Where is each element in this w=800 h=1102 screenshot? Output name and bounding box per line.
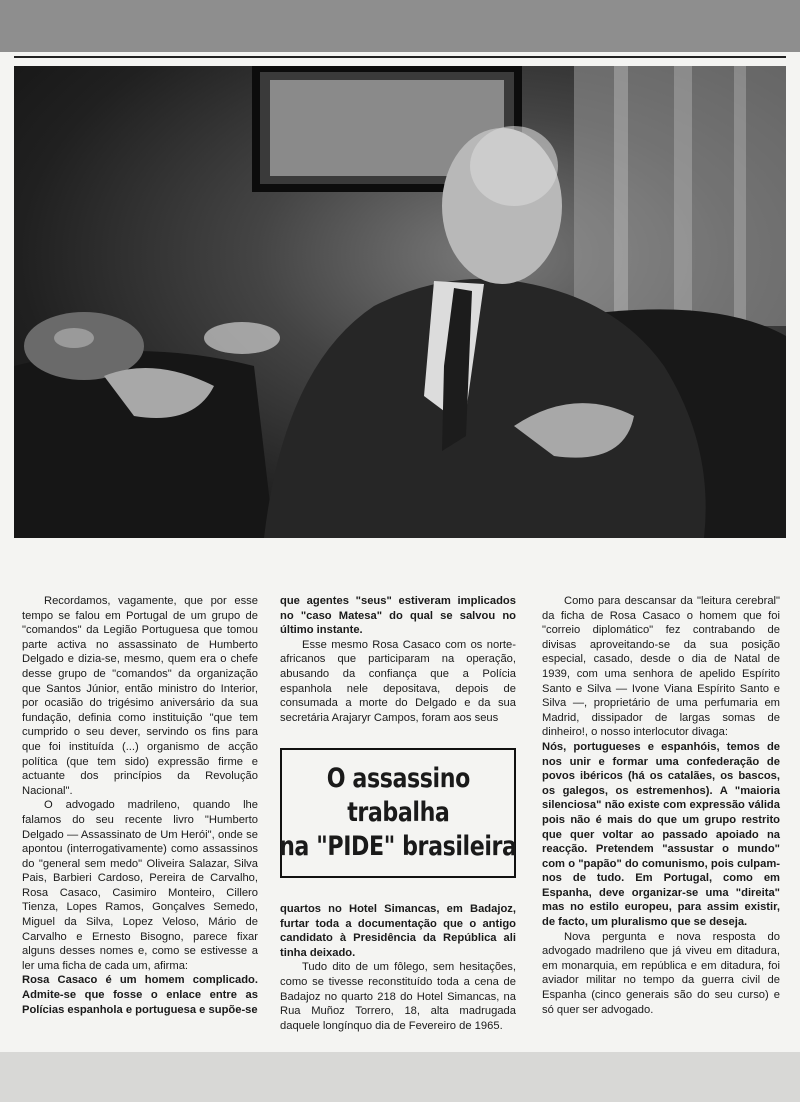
bold-paragraph: Rosa Casaco é um homem complicado. Admite-se que fosse o enlace entre as Polícias espanhola e portuguesa e supõe-se bbox=[22, 974, 258, 1016]
headline-box bbox=[280, 748, 516, 878]
article-column-1 bbox=[22, 594, 258, 1017]
paragraph: Nova pergunta e nova resposta do advogado madrileno que já viveu em ditadura, em monarquia, em república e em ditadura, foi aviador militar no tempo da guerra civil de Espanha (cinco generais são do seu curso) e só quer ser advogado. bbox=[542, 930, 780, 1016]
headline-line-1: O assassino bbox=[326, 763, 470, 794]
article-column-2-top bbox=[280, 594, 516, 725]
paragraph: Como para descansar da "leitura cerebral" da ficha de Rosa Casaco o homem que foi "correio diplomático" fez contrabando de divisas aproveitando-se da sua posição especial, casado, desde o dia de Natal de 1939, com uma senhora de apelido Espírito Santo e Silva — Ivone Viana Espírito Santo e Silva —, proprietário de uma perfumaria em Madrid, dissipador de largas somas de dinheiro!, o nosso interlocutor divaga: bbox=[542, 595, 780, 739]
bold-paragraph: que agentes "seus" estiveram implicados no "caso Matesa" do qual se salvou no último instante. bbox=[280, 595, 516, 637]
paragraph: Recordamos, vagamente, que por esse tempo se falou em Portugal de um grupo de "comandos" da Legião Portuguesa que tomou parte activa no assassinato de Humberto Delgado e dizia-se, mesmo, quem era o chefe desse grupo de "comandos" da organização que Santos Júnior, então ministro do Interior, por ocasião do trigésimo aniversário da sua fundação, definia como instituição "que tem cumprido o seu dever, servindo os fins para que foi instituída (...) organismo de acção política (que tem sido) expressão firme e actuante dos princípios da Revolução Nacional". bbox=[22, 595, 258, 797]
photo-illustration bbox=[14, 66, 786, 538]
top-rule bbox=[14, 56, 786, 58]
interview-photo bbox=[14, 66, 786, 538]
paragraph: O advogado madrileno, quando lhe falamos do seu recente livro "Humberto Delgado — Assassinato de Um Herói", onde se apontou (interrogativamente) como assassinos do "general sem medo" Oliveira Salazar, Silva Pais, Barbieri Cardoso, Pereira de Carvalho, Rosa Casaco, Casimiro Monteiro, Cillero Tienza, Lopes Ramos, Gonçalves Semedo, Miguel da Silva, Lopez Veloso, Mário de Carvalho e Ernesto Bisogno, parece fixar alguns desses nomes e, como se estivesse a ler uma ficha de cada um, afirma: bbox=[22, 799, 258, 972]
article-column-3 bbox=[542, 594, 780, 1017]
article-column-2-bottom bbox=[280, 902, 516, 1033]
paragraph: Tudo dito de um fôlego, sem hesitações, como se tivesse reconstituído toda a cena de Badajoz no quarto 218 do Hotel Simancas, na Rua Muñoz Torrero, 18, alta madrugada daquele longínquo dia de Fevereiro de 1965. bbox=[280, 961, 516, 1032]
headline-line-3: na "PIDE" brasileira bbox=[279, 831, 517, 862]
page-bottom-edge bbox=[0, 1052, 800, 1102]
bold-paragraph: quartos no Hotel Simancas, em Badajoz, furtar toda a documentação que o antigo candidato à Presidência da República ali tinha deixado. bbox=[280, 903, 516, 959]
headline-line-2: trabalha bbox=[346, 797, 450, 828]
paragraph: Esse mesmo Rosa Casaco com os norte-africanos que participaram na operação, abusando da confiança que a Polícia espanhola nele depositava, depois de consumada a morte do Delgado e da sua secretária Arajaryr Campos, foram aos seus bbox=[280, 638, 516, 724]
bold-paragraph: Nós, portugueses e espanhóis, temos de nos unir e formar uma confederação de povos ibéricos (há os catalães, os bascos, os galegos, os estremenhos). A "maioria silenciosa" não existe com expressão válida pois não é mais do que um grupo restrito que quer voltar ao passado apoiado na reacção. Pretendem "assustar o mundo" com o "papão" do comunismo, pois culpam-nos de tudo. Em Portugal, como em Espanha, deve organizar-se uma "direita" mas no estilo europeu, para assim existir, de facto, um pluralismo que se deseja. bbox=[542, 740, 780, 929]
